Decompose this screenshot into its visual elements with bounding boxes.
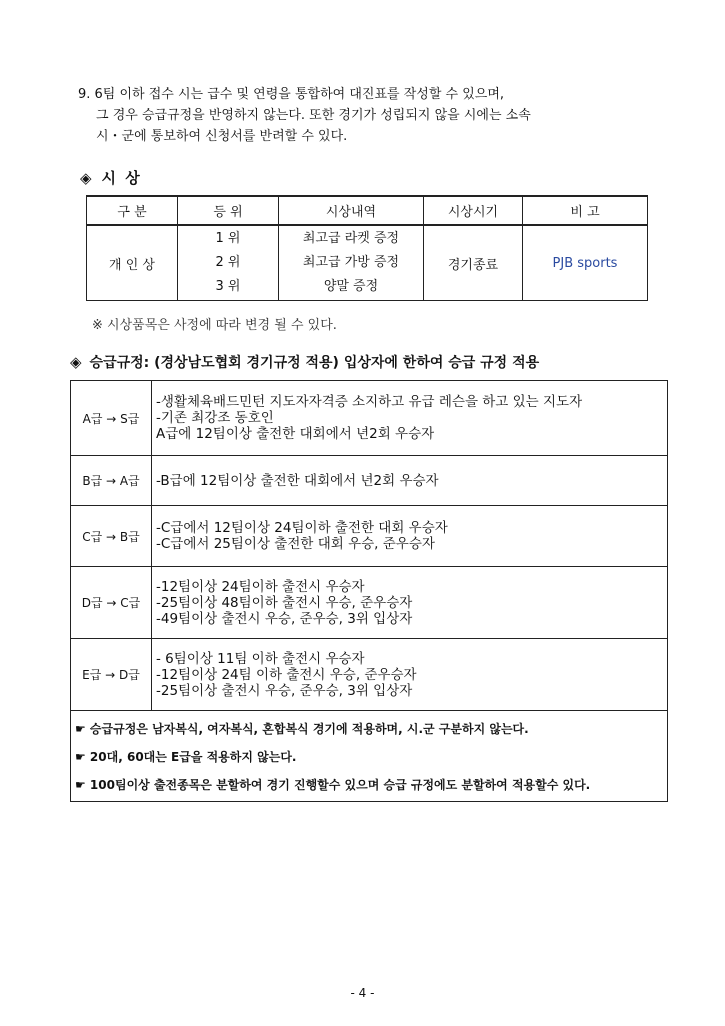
grade-row-c-b	[71, 506, 668, 567]
grade-label: C급 → B급	[71, 506, 152, 567]
awards-prizes	[279, 225, 424, 301]
grade-row-b-a	[71, 456, 668, 506]
item-9-line-1: 9. 6팀 이하 접수 시는 급수 및 연령을 통합하여 대진표를 작성할 수 있으며,	[78, 87, 505, 102]
rule-line: -기존 최강조 동호인	[156, 410, 274, 426]
awards-header-row	[87, 196, 648, 225]
grade-rules	[152, 506, 668, 567]
grade-row-a-s	[71, 381, 668, 456]
rule-line: -12팀이상 24팀이하 출전시 우승자	[156, 578, 365, 595]
rule-line: -49팀이상 출전시 우승, 준우승, 3위 입상자	[156, 610, 413, 627]
grade-rules	[152, 567, 668, 639]
footnote-1: ☛ 승급규정은 남자복식, 여자복식, 혼합복식 경기에 적용하며, 시.군 구분하지 않는다.	[71, 711, 668, 743]
item-9-line-2: 그 경우 승급규정을 반영하지 않는다. 또한 경기가 성립되지 않을 시에는 소속	[96, 108, 531, 123]
grade-row-e-d	[71, 639, 668, 711]
item-9-paragraph	[78, 84, 678, 147]
promotion-heading-text: 승급규정: (경상남도협회 경기규정 적용) 입상자에 한하여 승급 규정 적용	[89, 355, 540, 371]
grade-label: D급 → C급	[71, 567, 152, 639]
prize-3: 양말 증정	[323, 279, 379, 294]
page-number: - 4 -	[350, 986, 375, 1000]
rule-line: -C급에서 12팀이상 24팀이하 출전한 대회 우승자	[156, 520, 448, 536]
grade-rules	[152, 456, 668, 506]
promotion-table	[70, 380, 668, 802]
awards-timing: 경기종료	[424, 225, 523, 301]
rank-1: 1 위	[215, 231, 241, 246]
grade-rules	[152, 381, 668, 456]
diamond-bullet-icon: ◈	[70, 353, 82, 371]
grade-rules	[152, 639, 668, 711]
item-9-line-3: 시・군에 통보하여 신청서를 반려할 수 있다.	[96, 129, 348, 144]
awards-heading	[80, 167, 142, 188]
rule-line: - 6팀이상 11팀 이하 출전시 우승자	[156, 650, 365, 667]
awards-category: 개 인 상	[87, 225, 178, 301]
awards-col-category: 구 분	[87, 196, 178, 225]
diamond-bullet-icon: ◈	[80, 169, 94, 187]
awards-heading-text: 시 상	[101, 169, 142, 187]
rule-line: -25팀이상 48팀이하 출전시 우승, 준우승자	[156, 594, 413, 611]
awards-col-timing: 시상시기	[424, 196, 523, 225]
footnote-row	[71, 742, 668, 770]
awards-col-remark: 비 고	[523, 196, 648, 225]
footnote-2: ☛ 20대, 60대는 E급을 적용하지 않는다.	[71, 742, 668, 770]
awards-col-rank: 등 위	[178, 196, 279, 225]
rank-3: 3 위	[215, 279, 241, 294]
footnote-row	[71, 770, 668, 802]
footnote-row	[71, 711, 668, 743]
awards-col-prize: 시상내역	[279, 196, 424, 225]
grade-row-d-c	[71, 567, 668, 639]
grade-label: A급 → S급	[71, 381, 152, 456]
rule-line: -B급에 12팀이상 출전한 대회에서 년2회 우승자	[156, 472, 439, 489]
footnote-3: ☛ 100팀이상 출전종목은 분할하여 경기 진행할수 있으며 승급 규정에도 분할하여 적용할수 있다.	[71, 770, 668, 802]
grade-label: E급 → D급	[71, 639, 152, 711]
promotion-heading	[70, 352, 539, 372]
rank-2: 2 위	[215, 255, 241, 270]
awards-table	[86, 195, 648, 301]
rule-line: A급에 12팀이상 출전한 대회에서 년2회 우승자	[156, 426, 435, 442]
awards-row	[87, 225, 648, 301]
prize-1: 최고급 라켓 증정	[302, 231, 400, 246]
rule-line: -25팀이상 출전시 우승, 준우승, 3위 입상자	[156, 682, 413, 699]
rule-line: -생활체육배드민턴 지도자자격증 소지하고 유급 레슨을 하고 있는 지도자	[156, 394, 583, 410]
rule-line: -C급에서 25팀이상 출전한 대회 우승, 준우승자	[156, 536, 435, 552]
awards-ranks	[178, 225, 279, 301]
awards-remark: PJB sports	[523, 225, 648, 301]
rule-line: -12팀이상 24팀 이하 출전시 우승, 준우승자	[156, 666, 417, 683]
grade-label: B급 → A급	[71, 456, 152, 506]
prize-2: 최고급 가방 증정	[302, 255, 400, 270]
awards-note: ※ 시상품목은 사정에 따라 변경 될 수 있다.	[92, 318, 337, 333]
